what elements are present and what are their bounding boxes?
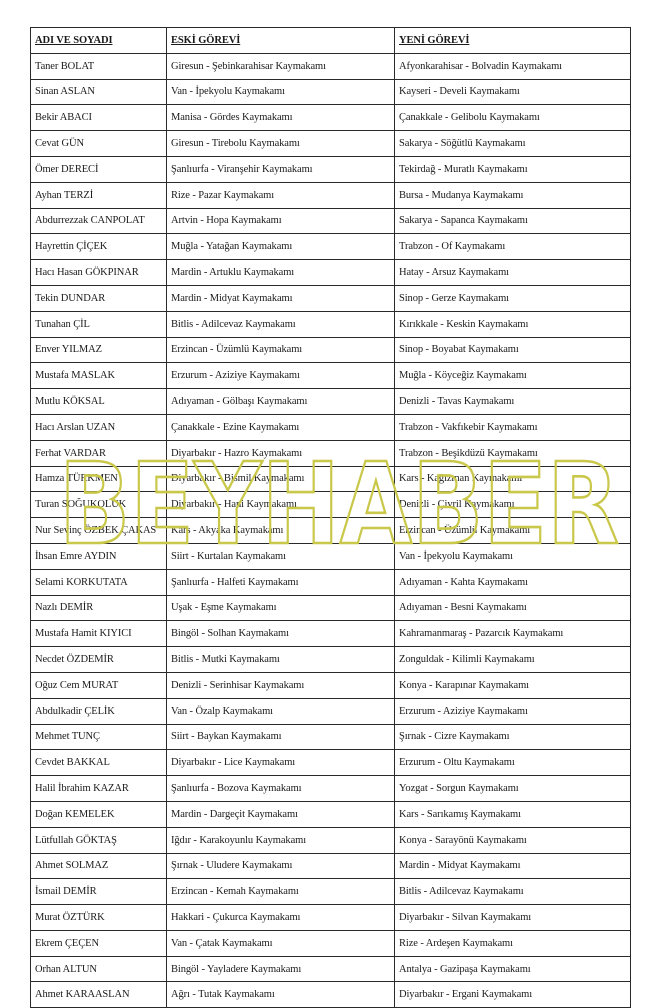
cell-old-post: Uşak - Eşme Kaymakamı xyxy=(167,595,395,621)
table-row xyxy=(31,801,631,827)
cell-name: Cevat GÜN xyxy=(31,131,167,157)
cell-new-post: Yozgat - Sorgun Kaymakamı xyxy=(395,776,631,802)
table-row xyxy=(31,105,631,131)
table-row xyxy=(31,285,631,311)
table-row xyxy=(31,311,631,337)
cell-old-post: Diyarbakır - Lice Kaymakamı xyxy=(167,750,395,776)
table-row xyxy=(31,260,631,286)
cell-new-post: Diyarbakır - Ergani Kaymakamı xyxy=(395,982,631,1008)
cell-name: Halil İbrahim KAZAR xyxy=(31,776,167,802)
appointment-table xyxy=(30,27,631,1008)
cell-name: Mustafa MASLAK xyxy=(31,363,167,389)
cell-old-post: Muğla - Yatağan Kaymakamı xyxy=(167,234,395,260)
cell-new-post: Antalya - Gazipaşa Kaymakamı xyxy=(395,956,631,982)
table-row xyxy=(31,698,631,724)
table-row xyxy=(31,131,631,157)
cell-new-post: Tekirdağ - Muratlı Kaymakamı xyxy=(395,156,631,182)
table-row xyxy=(31,750,631,776)
cell-name: Ayhan TERZİ xyxy=(31,182,167,208)
cell-old-post: Şanlıurfa - Halfeti Kaymakamı xyxy=(167,569,395,595)
cell-name: Nazlı DEMİR xyxy=(31,595,167,621)
cell-new-post: Trabzon - Beşikdüzü Kaymakamı xyxy=(395,440,631,466)
cell-old-post: Manisa - Gördes Kaymakamı xyxy=(167,105,395,131)
cell-old-post: Hakkari - Çukurca Kaymakamı xyxy=(167,905,395,931)
cell-name: Mustafa Hamit KIYICI xyxy=(31,621,167,647)
table-row xyxy=(31,182,631,208)
cell-new-post: Diyarbakır - Silvan Kaymakamı xyxy=(395,905,631,931)
table-row xyxy=(31,234,631,260)
cell-new-post: Şırnak - Cizre Kaymakamı xyxy=(395,724,631,750)
cell-name: Cevdet BAKKAL xyxy=(31,750,167,776)
cell-new-post: Bursa - Mudanya Kaymakamı xyxy=(395,182,631,208)
table-row xyxy=(31,363,631,389)
table-row xyxy=(31,647,631,673)
cell-old-post: Bitlis - Adilcevaz Kaymakamı xyxy=(167,311,395,337)
cell-new-post: Bitlis - Adilcevaz Kaymakamı xyxy=(395,879,631,905)
cell-new-post: Erzincan - Üzümlü Kaymakamı xyxy=(395,518,631,544)
cell-old-post: Şanlıurfa - Viranşehir Kaymakamı xyxy=(167,156,395,182)
cell-new-post: Zonguldak - Kilimli Kaymakamı xyxy=(395,647,631,673)
cell-old-post: Ağrı - Tutak Kaymakamı xyxy=(167,982,395,1008)
cell-name: Hamza TÜRKMEN xyxy=(31,466,167,492)
cell-name: Ahmet KARAASLAN xyxy=(31,982,167,1008)
cell-old-post: Mardin - Dargeçit Kaymakamı xyxy=(167,801,395,827)
cell-new-post: Sinop - Boyabat Kaymakamı xyxy=(395,337,631,363)
cell-old-post: Diyarbakır - Bismil Kaymakamı xyxy=(167,466,395,492)
cell-old-post: Mardin - Midyat Kaymakamı xyxy=(167,285,395,311)
cell-name: Tunahan ÇİL xyxy=(31,311,167,337)
cell-new-post: Trabzon - Of Kaymakamı xyxy=(395,234,631,260)
cell-new-post: Kırıkkale - Keskin Kaymakamı xyxy=(395,311,631,337)
cell-name: Oğuz Cem MURAT xyxy=(31,672,167,698)
cell-name: Hacı Arslan UZAN xyxy=(31,414,167,440)
cell-name: Turan SOĞUKOLUK xyxy=(31,492,167,518)
cell-name: Doğan KEMELEK xyxy=(31,801,167,827)
table-row xyxy=(31,982,631,1008)
table-row xyxy=(31,569,631,595)
table-row xyxy=(31,440,631,466)
cell-new-post: Muğla - Köyceğiz Kaymakamı xyxy=(395,363,631,389)
cell-new-post: Sakarya - Söğütlü Kaymakamı xyxy=(395,131,631,157)
cell-old-post: Bingöl - Yayladere Kaymakamı xyxy=(167,956,395,982)
cell-new-post: Denizli - Tavas Kaymakamı xyxy=(395,389,631,415)
cell-old-post: Giresun - Şebinkarahisar Kaymakamı xyxy=(167,53,395,79)
table-row xyxy=(31,905,631,931)
cell-name: Lütfullah GÖKTAŞ xyxy=(31,827,167,853)
cell-name: İhsan Emre AYDIN xyxy=(31,543,167,569)
cell-name: Abdurrezzak CANPOLAT xyxy=(31,208,167,234)
cell-name: Ferhat VARDAR xyxy=(31,440,167,466)
cell-old-post: Van - Özalp Kaymakamı xyxy=(167,698,395,724)
cell-name: Orhan ALTUN xyxy=(31,956,167,982)
table-row xyxy=(31,466,631,492)
table-row xyxy=(31,543,631,569)
cell-new-post: Erzurum - Oltu Kaymakamı xyxy=(395,750,631,776)
cell-old-post: Çanakkale - Ezine Kaymakamı xyxy=(167,414,395,440)
cell-new-post: Çanakkale - Gelibolu Kaymakamı xyxy=(395,105,631,131)
table-row xyxy=(31,776,631,802)
appointment-list xyxy=(30,27,630,1008)
table-row xyxy=(31,827,631,853)
cell-old-post: Bitlis - Mutki Kaymakamı xyxy=(167,647,395,673)
table-row xyxy=(31,414,631,440)
table-row xyxy=(31,518,631,544)
cell-old-post: Rize - Pazar Kaymakamı xyxy=(167,182,395,208)
cell-old-post: Denizli - Serinhisar Kaymakamı xyxy=(167,672,395,698)
cell-new-post: Kars - Sarıkamış Kaymakamı xyxy=(395,801,631,827)
cell-new-post: Sakarya - Sapanca Kaymakamı xyxy=(395,208,631,234)
table-row xyxy=(31,879,631,905)
table-row xyxy=(31,672,631,698)
cell-name: Ömer DERECİ xyxy=(31,156,167,182)
cell-new-post: Konya - Karapınar Kaymakamı xyxy=(395,672,631,698)
cell-name: Hacı Hasan GÖKPINAR xyxy=(31,260,167,286)
cell-name: Ekrem ÇEÇEN xyxy=(31,930,167,956)
cell-name: Hayrettin ÇİÇEK xyxy=(31,234,167,260)
cell-old-post: Erzincan - Kemah Kaymakamı xyxy=(167,879,395,905)
cell-name: Selami KORKUTATA xyxy=(31,569,167,595)
cell-name: Tekin DUNDAR xyxy=(31,285,167,311)
table-row xyxy=(31,208,631,234)
header-new-post: YENİ GÖREVİ xyxy=(395,28,631,54)
cell-new-post: Denizli - Çivril Kaymakamı xyxy=(395,492,631,518)
cell-old-post: Giresun - Tirebolu Kaymakamı xyxy=(167,131,395,157)
header-name: ADI VE SOYADI xyxy=(31,28,167,54)
cell-old-post: Adıyaman - Gölbaşı Kaymakamı xyxy=(167,389,395,415)
cell-new-post: Afyonkarahisar - Bolvadin Kaymakamı xyxy=(395,53,631,79)
cell-old-post: Erzurum - Aziziye Kaymakamı xyxy=(167,363,395,389)
cell-name: Nur Sevinç ÖZBEK ÇAKAS xyxy=(31,518,167,544)
cell-name: Ahmet SOLMAZ xyxy=(31,853,167,879)
cell-name: İsmail DEMİR xyxy=(31,879,167,905)
cell-old-post: Siirt - Kurtalan Kaymakamı xyxy=(167,543,395,569)
table-row xyxy=(31,853,631,879)
table-row xyxy=(31,595,631,621)
cell-old-post: Iğdır - Karakoyunlu Kaymakamı xyxy=(167,827,395,853)
cell-new-post: Kayseri - Develi Kaymakamı xyxy=(395,79,631,105)
table-row xyxy=(31,492,631,518)
cell-old-post: Şanlıurfa - Bozova Kaymakamı xyxy=(167,776,395,802)
cell-old-post: Artvin - Hopa Kaymakamı xyxy=(167,208,395,234)
cell-name: Mutlu KÖKSAL xyxy=(31,389,167,415)
cell-new-post: Adıyaman - Kahta Kaymakamı xyxy=(395,569,631,595)
cell-new-post: Kars - Kağızman Kaymakamı xyxy=(395,466,631,492)
table-header-row xyxy=(31,28,631,54)
table-body xyxy=(31,53,631,1007)
cell-new-post: Kahramanmaraş - Pazarcık Kaymakamı xyxy=(395,621,631,647)
table-row xyxy=(31,930,631,956)
cell-old-post: Şırnak - Uludere Kaymakamı xyxy=(167,853,395,879)
table-row xyxy=(31,389,631,415)
cell-old-post: Erzincan - Üzümlü Kaymakamı xyxy=(167,337,395,363)
cell-new-post: Konya - Sarayönü Kaymakamı xyxy=(395,827,631,853)
cell-old-post: Bingöl - Solhan Kaymakamı xyxy=(167,621,395,647)
table-row xyxy=(31,621,631,647)
cell-name: Mehmet TUNÇ xyxy=(31,724,167,750)
table-row xyxy=(31,724,631,750)
cell-name: Enver YILMAZ xyxy=(31,337,167,363)
cell-old-post: Diyarbakır - Hani Kaymakamı xyxy=(167,492,395,518)
header-old-post: ESKİ GÖREVİ xyxy=(167,28,395,54)
watermark-text: BEYHABER xyxy=(59,448,619,558)
cell-name: Sinan ASLAN xyxy=(31,79,167,105)
cell-new-post: Erzurum - Aziziye Kaymakamı xyxy=(395,698,631,724)
cell-new-post: Hatay - Arsuz Kaymakamı xyxy=(395,260,631,286)
table-row xyxy=(31,956,631,982)
cell-old-post: Siirt - Baykan Kaymakamı xyxy=(167,724,395,750)
cell-old-post: Kars - Akyaka Kaymakamı xyxy=(167,518,395,544)
table-row xyxy=(31,79,631,105)
cell-old-post: Van - Çatak Kaymakamı xyxy=(167,930,395,956)
cell-new-post: Rize - Ardeşen Kaymakamı xyxy=(395,930,631,956)
cell-old-post: Mardin - Artuklu Kaymakamı xyxy=(167,260,395,286)
cell-name: Taner BOLAT xyxy=(31,53,167,79)
cell-new-post: Sinop - Gerze Kaymakamı xyxy=(395,285,631,311)
table-row xyxy=(31,337,631,363)
cell-new-post: Trabzon - Vakfıkebir Kaymakamı xyxy=(395,414,631,440)
cell-new-post: Van - İpekyolu Kaymakamı xyxy=(395,543,631,569)
table-row xyxy=(31,53,631,79)
cell-name: Necdet ÖZDEMİR xyxy=(31,647,167,673)
table-row xyxy=(31,156,631,182)
cell-name: Abdulkadir ÇELİK xyxy=(31,698,167,724)
cell-name: Bekir ABACI xyxy=(31,105,167,131)
cell-new-post: Adıyaman - Besni Kaymakamı xyxy=(395,595,631,621)
cell-name: Murat ÖZTÜRK xyxy=(31,905,167,931)
cell-new-post: Mardin - Midyat Kaymakamı xyxy=(395,853,631,879)
cell-old-post: Diyarbakır - Hazro Kaymakamı xyxy=(167,440,395,466)
cell-old-post: Van - İpekyolu Kaymakamı xyxy=(167,79,395,105)
